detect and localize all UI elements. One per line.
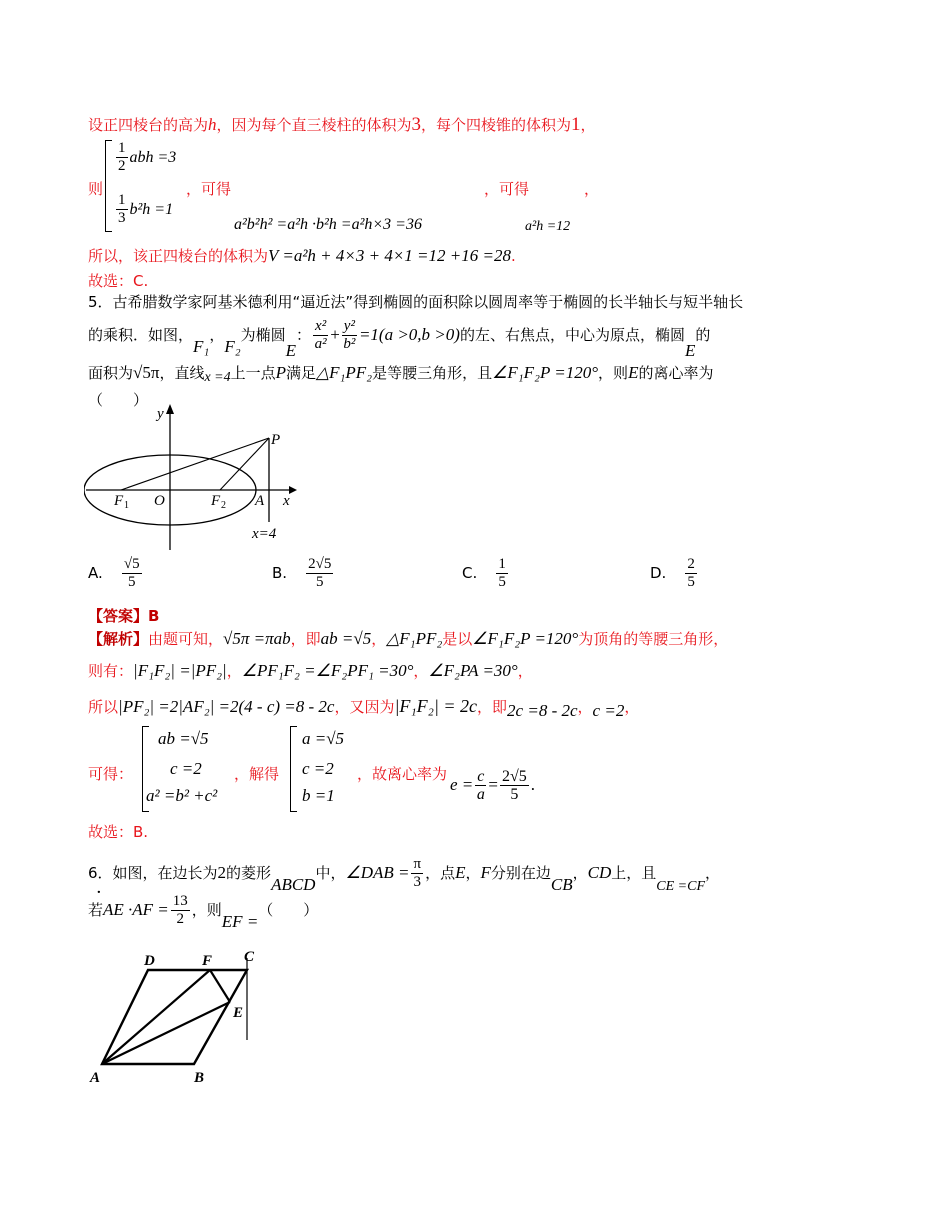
rhombus-figure xyxy=(84,940,274,1085)
equation: ∠DAB = xyxy=(345,863,410,882)
var: F₁ xyxy=(193,337,210,356)
answer-value: B xyxy=(148,607,160,625)
equation: = xyxy=(488,775,498,794)
eccentricity xyxy=(450,768,535,803)
var: E xyxy=(285,341,297,360)
equation: AE ·AF = xyxy=(103,900,169,919)
text-ze: 则 xyxy=(88,180,104,198)
y-axis-arrow xyxy=(166,404,174,414)
text: ， xyxy=(705,864,721,882)
result-eq: b =1 xyxy=(302,786,335,805)
equation: ∠F₁F₂P =120° xyxy=(472,629,579,648)
text: ， xyxy=(209,326,225,344)
text: 为顶角的等腰三角形， xyxy=(578,630,729,648)
text: 由题可知， xyxy=(148,630,224,648)
text: 分别在边 xyxy=(490,864,551,882)
frac-num: π xyxy=(413,856,422,872)
equation: |PF₂| =2|AF₂| =2(4 - c) =8 - 2c xyxy=(118,697,335,716)
equation: V =a²h + 4×3 + 4×1 =12 +16 =28 xyxy=(268,246,511,265)
text: + xyxy=(330,325,340,344)
text: 面积为 xyxy=(88,364,134,382)
text: 上，且 xyxy=(611,864,657,882)
text: ，每个四棱锥的体积为 xyxy=(421,116,572,134)
equation: |F₁F₂| = 2c xyxy=(394,696,478,716)
text: （ ） xyxy=(258,901,319,919)
text-comma: ， xyxy=(584,180,600,198)
equation: ∠F₂PA =30° xyxy=(428,661,518,680)
text: 6．如图，在边长为 xyxy=(88,864,218,882)
text: 上一点 xyxy=(230,364,276,382)
system-row-1 xyxy=(114,140,176,175)
text: 所以，该正四棱台的体积为 xyxy=(88,247,269,265)
frac-num: 2√5 xyxy=(308,556,332,572)
text: 设正四棱台的高为 xyxy=(88,116,209,134)
system-eq: ab =√5 xyxy=(158,729,209,748)
q5-line3 xyxy=(88,362,713,383)
equation: √5π xyxy=(133,363,160,382)
value: 1 xyxy=(571,114,581,135)
value: 2 xyxy=(217,863,227,882)
equation: ∠PF₁F₂ =∠F₂PF₁ =30° xyxy=(241,661,414,680)
option-label: D. xyxy=(650,564,667,582)
option-D[interactable] xyxy=(650,556,699,591)
analysis-line3 xyxy=(88,696,640,720)
frac-den: 3 xyxy=(413,874,422,890)
frac-num: c xyxy=(477,768,485,785)
equation: a²b²h² =a²h ·b²h =a²h×3 =36 xyxy=(234,216,422,233)
text: 的 xyxy=(695,326,711,344)
text: ， xyxy=(624,698,640,716)
segment-F1P xyxy=(121,438,269,490)
q5-line1: 5．古希腊数学家阿基米德利用“逼近法”得到椭圆的面积除以圆周率等于椭圆的长半轴长与短半轴长 xyxy=(88,293,744,311)
rhombus-ABCD xyxy=(102,970,247,1064)
var: E xyxy=(684,341,696,360)
system-eq: c =2 xyxy=(170,759,202,778)
var: E xyxy=(628,363,639,382)
frac-den: 5 xyxy=(687,574,695,590)
text: 中， xyxy=(315,864,346,882)
frac-num: x² xyxy=(315,318,327,334)
analysis-tag: 【解析】 xyxy=(88,630,149,648)
analysis-line2 xyxy=(88,660,533,681)
result-eq: a =√5 xyxy=(302,729,345,748)
q6-line1 xyxy=(88,856,721,894)
equation: x =4 xyxy=(204,370,231,385)
var: ABCD xyxy=(271,875,316,894)
equation: ab =√5 xyxy=(320,629,372,648)
text: 的离心率为 xyxy=(638,364,714,382)
equation: EF = xyxy=(221,912,259,931)
text: ， xyxy=(413,662,429,680)
text: ， xyxy=(226,662,242,680)
equation: √5π =πab xyxy=(223,629,291,648)
label-y: y xyxy=(157,406,164,422)
text: ： xyxy=(296,326,312,344)
option-A[interactable] xyxy=(88,556,144,591)
option-label: B. xyxy=(272,564,288,582)
var: P xyxy=(275,363,287,382)
var: CB xyxy=(550,875,573,894)
equation: 2c =8 - 2c xyxy=(507,701,578,720)
segment-FE xyxy=(210,970,230,1002)
text: 是等腰三角形，且 xyxy=(372,364,493,382)
frac-num: √5 xyxy=(123,556,140,572)
equation: b²h =1 xyxy=(129,201,174,218)
text-kede: 可得： xyxy=(88,765,134,783)
var-h: h xyxy=(208,115,217,134)
label-x4: x=4 xyxy=(252,526,277,542)
frac-num: 1 xyxy=(498,556,506,572)
text-kede: ，可得 xyxy=(484,180,530,198)
text: 的乘积．如图， xyxy=(88,326,194,344)
frac-den: a² xyxy=(314,336,327,352)
frac-num: 13 xyxy=(172,893,188,909)
answer-choice: 故选：C. xyxy=(88,272,149,290)
equation: CE =CF xyxy=(656,879,706,894)
frac-den: 5 xyxy=(316,574,324,590)
solution4-line1 xyxy=(88,114,596,136)
text: ，即 xyxy=(477,698,508,716)
frac-den: 5 xyxy=(510,786,519,803)
frac-den: 2 xyxy=(118,158,126,174)
frac-num: y² xyxy=(343,318,355,334)
q5-line2 xyxy=(88,318,711,360)
label-F1-sub: 1 xyxy=(124,500,129,511)
label-F2-sub: 2 xyxy=(221,500,226,511)
system-eq: a² =b² +c² xyxy=(146,786,218,805)
text-guli: ，故离心率为 xyxy=(357,765,448,783)
text: ， xyxy=(580,116,596,134)
text: ，因为每个直三棱柱的体积为 xyxy=(216,116,412,134)
text-kede: ，可得 xyxy=(186,180,232,198)
text: ，直线 xyxy=(159,364,205,382)
system-brace-2 xyxy=(290,726,297,812)
equation: |F₁F₂| =|PF₂| xyxy=(133,661,227,680)
text: ， xyxy=(577,698,593,716)
frac-num: 2 xyxy=(687,556,695,572)
text: ， xyxy=(517,662,533,680)
text: 所以 xyxy=(88,698,119,716)
frac-num: 1 xyxy=(118,140,126,156)
q5-paren: （ ） xyxy=(88,391,149,409)
var: CD xyxy=(587,863,612,882)
system-brace xyxy=(105,140,112,232)
frac-den: a xyxy=(476,786,485,803)
equation: e = xyxy=(450,775,474,794)
answer-choice: 故选：B. xyxy=(88,823,149,841)
answer-tag: 【答案】 xyxy=(88,607,149,625)
frac-num: 1 xyxy=(118,192,126,208)
label-F2: F xyxy=(211,493,221,509)
label-B: B xyxy=(194,1070,205,1085)
label-C: C xyxy=(244,949,255,965)
equation: =1(a >0,b >0) xyxy=(358,325,460,344)
text: ， xyxy=(465,864,481,882)
label-D: D xyxy=(144,953,155,969)
segment-AF xyxy=(102,970,210,1064)
text: 是以 xyxy=(442,630,473,648)
analysis-line1 xyxy=(88,628,728,649)
dot-mark: · xyxy=(96,882,102,903)
label-x: x xyxy=(283,493,290,509)
equation: c =2 xyxy=(592,701,625,720)
text: 满足 xyxy=(286,364,317,382)
frac-num: 2√5 xyxy=(501,768,527,785)
label-A: A xyxy=(90,1070,101,1085)
q6-line2 xyxy=(88,893,319,931)
system-row-2 xyxy=(114,192,173,227)
result-eq: c =2 xyxy=(302,759,334,778)
var: F₂ xyxy=(224,337,241,356)
frac-den: 3 xyxy=(118,210,126,226)
equation: △F₁PF₂ xyxy=(386,629,443,648)
frac-den: 2 xyxy=(176,911,185,927)
text: ，又因为 xyxy=(334,698,395,716)
option-B[interactable] xyxy=(272,556,335,591)
text: . xyxy=(510,247,516,265)
option-label: C. xyxy=(462,564,478,582)
text: . xyxy=(530,775,536,794)
label-O: O xyxy=(154,493,165,509)
option-label: A. xyxy=(88,564,103,582)
frac-den: 5 xyxy=(127,574,136,590)
text: ，则 xyxy=(598,364,629,382)
x-axis-arrow xyxy=(289,486,297,494)
option-C[interactable] xyxy=(462,556,510,591)
text: 的菱形 xyxy=(226,864,272,882)
label-F: F xyxy=(202,953,213,969)
text: ，点 xyxy=(425,864,456,882)
label-A: A xyxy=(255,493,265,509)
text: 的左、右焦点，中心为原点，椭圆 xyxy=(459,326,685,344)
answer-line xyxy=(88,605,159,626)
value: 3 xyxy=(411,114,422,135)
text-jiede: ，解得 xyxy=(234,765,280,783)
solution4-volume xyxy=(88,245,516,266)
var: F xyxy=(480,863,491,882)
label-P: P xyxy=(271,432,281,448)
var: E xyxy=(455,863,466,882)
ellipse-figure xyxy=(84,402,314,552)
frac-den: b² xyxy=(343,336,356,352)
equation: abh =3 xyxy=(129,149,177,166)
text: 若 xyxy=(88,901,104,919)
text: ，即 xyxy=(290,630,321,648)
text: 为椭圆 xyxy=(240,326,286,344)
equation: △F₁PF₂ xyxy=(316,363,373,382)
frac-den: 5 xyxy=(498,574,506,590)
label-F1: F xyxy=(114,493,124,509)
equation: ∠F₁F₂P =120° xyxy=(492,363,599,382)
label-E: E xyxy=(233,1005,244,1021)
text: ，则 xyxy=(191,901,222,919)
text: ， xyxy=(572,864,588,882)
equation: a²h =12 xyxy=(525,219,571,234)
text: ， xyxy=(371,630,387,648)
text: 则有： xyxy=(88,662,134,680)
